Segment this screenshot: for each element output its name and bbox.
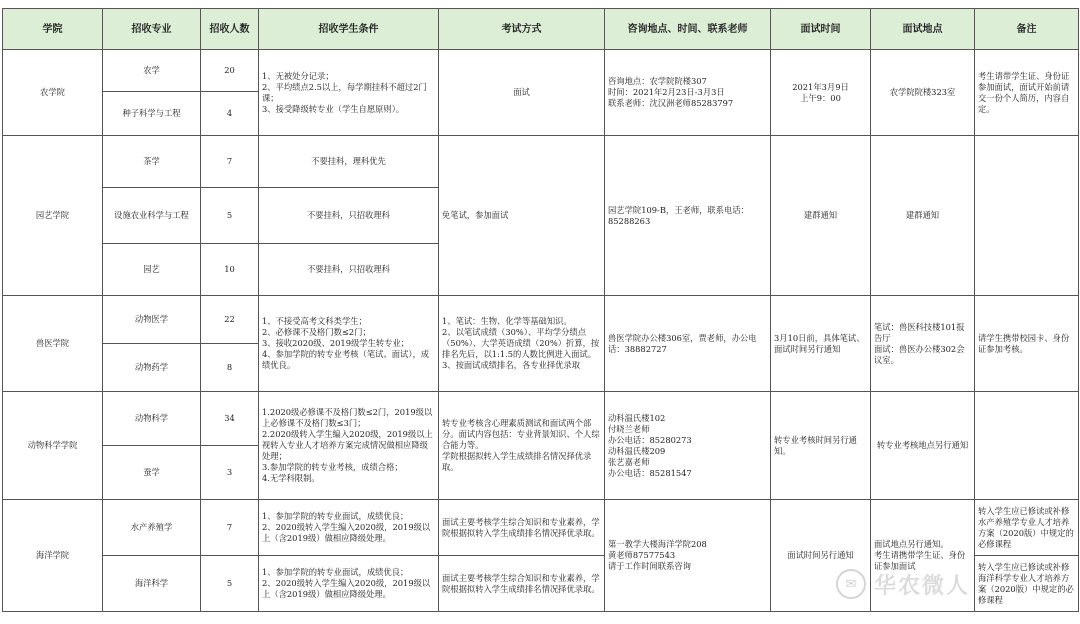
watermark-text: 华农微人: [874, 573, 971, 599]
interview-time-cell: 面试时间另行通知: [771, 500, 871, 612]
major-cell: 设施农业科学与工程: [103, 188, 201, 244]
exam-cell: 面试主要考核学生综合知识和专业素养，学院根据拟转入学生成绩排名情况择优录取。: [439, 556, 605, 612]
major-cell: 种子科学与工程: [103, 92, 201, 136]
interview-place-cell: 面试地点另行通知。 考生请携带学生证、身份证参加面试: [871, 500, 975, 612]
interview-time-cell: 2021年3月9日 上午9：00: [771, 50, 871, 136]
table-row: [3, 296, 1079, 344]
exam-cell: 转专业考核含心理素质测试和面试两个部分。面试内容包括：专业背景知识、个人综合能力等。 学院根据拟转入学生成绩排名情况择优录取。: [439, 392, 605, 500]
quota-cell: 3: [201, 446, 259, 500]
conditions-cell: 不要挂科，理科优先: [259, 136, 439, 188]
conditions-cell: 1、不接受高考文科类学生； 2、必修课不及格门数≤2门； 3、接收2020级、2019级学生转专业； 4、参加学院的转专业考核（笔试、面试），成绩优良。: [259, 296, 439, 392]
quota-cell: 8: [201, 344, 259, 392]
header-conditions: 招收学生条件: [259, 9, 439, 50]
major-cell: 海洋科学: [103, 556, 201, 612]
major-cell: 水产养殖学: [103, 500, 201, 556]
exam-cell: 1、笔试：生物、化学等基础知识。 2、以笔试成绩（30%）、平均学分绩点（50%）、大学英语成绩（20%）折算，按排名先后，以1:1.5的人数比例进入面试。 3、按面试成绩排名，各专业择优录取: [439, 296, 605, 392]
header-row: [3, 9, 1079, 50]
table-row: [3, 392, 1079, 446]
interview-place-cell: 笔试：兽医科技楼101报告厅 面试：兽医办公楼302会议室。: [871, 296, 975, 392]
quota-cell: 5: [201, 188, 259, 244]
contact-cell: 兽医学院办公楼306室，贾老师，办公电话：38882727: [605, 296, 771, 392]
wechat-icon: ✉: [836, 569, 866, 599]
header-college: 学院: [3, 9, 103, 50]
exam-cell: 面试主要考核学生综合知识和专业素养，学院根据拟转入学生成绩排名情况择优录取。: [439, 500, 605, 556]
interview-place-cell: 建群通知: [871, 136, 975, 296]
major-cell: 园艺: [103, 244, 201, 296]
quota-cell: 4: [201, 92, 259, 136]
table-row: [3, 500, 1079, 556]
notes-cell: 转入学生应已修读或补修水产养殖学专业人才培养方案（2020版）中规定的必修课程: [975, 500, 1079, 556]
contact-cell: 动科温氏楼102 付晓兰老师 办公电话：85280273 动科温氏楼209 张艺嘉老师 办公电话：85281547: [605, 392, 771, 500]
contact-cell: 第一教学大楼海洋学院208 黄老师87577543 请于工作时间联系咨询: [605, 500, 771, 612]
major-cell: 蚕学: [103, 446, 201, 500]
notes-cell: 转入学生应已修读或补修海洋科学专业人才培养方案（2020版）中规定的必修课程: [975, 556, 1079, 612]
interview-place-cell: 农学院院楼323室: [871, 50, 975, 136]
notes-cell: [975, 392, 1079, 500]
exam-cell: 免笔试，参加面试: [439, 136, 605, 296]
quota-cell: 10: [201, 244, 259, 296]
conditions-cell: 不要挂科，只招收理科: [259, 244, 439, 296]
interview-time-cell: 建群通知: [771, 136, 871, 296]
header-notes: 备注: [975, 9, 1079, 50]
major-cell: 动物药学: [103, 344, 201, 392]
contact-cell: 咨询地点：农学院院楼307 时间：2021年2月23日-3月3日 联系老师：沈汉洲老师85283797: [605, 50, 771, 136]
table-row: [3, 136, 1079, 188]
conditions-cell: 1、无被处分记录； 2、平均绩点2.5以上，每学期挂科不超过2门课； 3、接受降级转专业（学生自愿原则）。: [259, 50, 439, 136]
conditions-cell: 不要挂科，只招收理科: [259, 188, 439, 244]
major-cell: 茶学: [103, 136, 201, 188]
major-cell: 动物医学: [103, 296, 201, 344]
contact-cell: 园艺学院109-B，王老师，联系电话：85288263: [605, 136, 771, 296]
header-contact: 咨询地点、时间、联系老师: [605, 9, 771, 50]
conditions-cell: 1.2020级必修课不及格门数≤2门，2019级以上必修课不及格门数≤3门； 2.2020级转入学生编入2020级，2019级以上视转入专业人才培养方案完成情况做相应降级处理； 3.参加学院的转专业考核，成绩合格； 4.无学科限制。: [259, 392, 439, 500]
transfer-major-table: [2, 8, 1079, 612]
header-exam: 考试方式: [439, 9, 605, 50]
notes-cell: 考生请带学生证、身份证参加面试，面试开始前请交一份个人简历，内容自定。: [975, 50, 1079, 136]
quota-cell: 7: [201, 500, 259, 556]
header-interview-place: 面试地点: [871, 9, 975, 50]
college-cell: 兽医学院: [3, 296, 103, 392]
quota-cell: 5: [201, 556, 259, 612]
exam-cell: 面试: [439, 50, 605, 136]
header-major: 招收专业: [103, 9, 201, 50]
header-interview-time: 面试时间: [771, 9, 871, 50]
major-cell: 动物科学: [103, 392, 201, 446]
quota-cell: 22: [201, 296, 259, 344]
college-cell: 园艺学院: [3, 136, 103, 296]
major-cell: 农学: [103, 50, 201, 92]
interview-place-cell: 转专业考核地点另行通知: [871, 392, 975, 500]
header-quota: 招收人数: [201, 9, 259, 50]
college-cell: 海洋学院: [3, 500, 103, 612]
conditions-cell: 1、参加学院的转专业面试，成绩优良； 2、2020级转入学生编入2020级，2019级以上（含2019级）做相应降级处理。: [259, 500, 439, 556]
interview-time-cell: 3月10日前，具体笔试、面试时间另行通知: [771, 296, 871, 392]
college-cell: 农学院: [3, 50, 103, 136]
table-row: [3, 50, 1079, 92]
notes-cell: [975, 136, 1079, 296]
conditions-cell: 1、参加学院的转专业面试，成绩优良； 2、2020级转入学生编入2020级，2019级以上（含2019级）做相应降级处理。: [259, 556, 439, 612]
quota-cell: 7: [201, 136, 259, 188]
interview-time-cell: 转专业考核时间另行通知。: [771, 392, 871, 500]
quota-cell: 20: [201, 50, 259, 92]
quota-cell: 34: [201, 392, 259, 446]
notes-cell: 请学生携带校园卡、身份证参加考核。: [975, 296, 1079, 392]
college-cell: 动物科学学院: [3, 392, 103, 500]
